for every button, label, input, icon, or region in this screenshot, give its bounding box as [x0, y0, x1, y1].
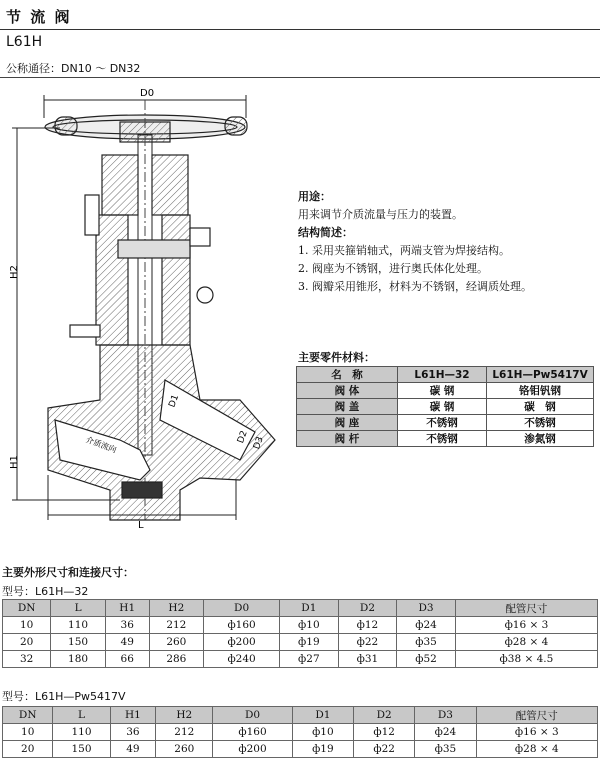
- table-cell: ф19: [292, 741, 353, 758]
- d1-label: D1: [167, 393, 182, 409]
- table-cell: ф16 × 3: [476, 724, 597, 741]
- column-header: H1: [110, 707, 156, 724]
- column-header: D2: [354, 707, 415, 724]
- table-cell: ф35: [397, 634, 456, 651]
- table-cell: 180: [51, 651, 106, 668]
- usage-heading: 用途：: [298, 190, 331, 203]
- column-header: D2: [338, 600, 397, 617]
- table-cell: ф10: [280, 617, 339, 634]
- table-cell: ф24: [415, 724, 476, 741]
- table-cell: ф31: [338, 651, 397, 668]
- column-header: D3: [415, 707, 476, 724]
- column-header: DN: [3, 707, 53, 724]
- dimensions-title: 主要外形尺寸和连接尺寸：: [2, 566, 134, 579]
- table-header-row: [3, 707, 598, 724]
- table-cell: 不锈钢: [397, 415, 486, 431]
- table-cell: 110: [53, 724, 110, 741]
- h2-label: H2: [9, 265, 20, 279]
- table-cell: 20: [3, 634, 51, 651]
- table-cell: ф200: [213, 741, 292, 758]
- column-header: H2: [149, 600, 204, 617]
- table-cell: ф22: [354, 741, 415, 758]
- model-code: L61H: [6, 34, 43, 50]
- table-cell: 32: [3, 651, 51, 668]
- table-cell: 260: [156, 741, 213, 758]
- table-row: [297, 431, 594, 447]
- table-cell: 碳 钢: [397, 399, 486, 415]
- table-cell: 260: [149, 634, 204, 651]
- table-cell: 286: [149, 651, 204, 668]
- dimensions-table-2: [2, 706, 598, 758]
- table-header-row: [3, 600, 598, 617]
- table-cell: 49: [105, 634, 149, 651]
- table-cell: 110: [51, 617, 106, 634]
- table-cell: ф12: [354, 724, 415, 741]
- column-header: L: [51, 600, 106, 617]
- nominal-divider: [0, 77, 600, 78]
- table2-label: 型号：L61H—Pw5417V: [2, 690, 126, 703]
- table-cell: ф28 × 4: [476, 741, 597, 758]
- usage-section: [298, 188, 532, 296]
- table-row: [297, 415, 594, 431]
- table-cell: ф10: [292, 724, 353, 741]
- table-cell: 10: [3, 617, 51, 634]
- table-cell: ф22: [338, 634, 397, 651]
- table-header-row: [297, 367, 594, 383]
- structure-point: 3. 阀瓣采用锥形，材料为不锈钢，经调质处理。: [298, 280, 532, 293]
- table-row: [3, 741, 598, 758]
- table-cell: ф19: [280, 634, 339, 651]
- table-cell: 36: [110, 724, 156, 741]
- table-cell: 碳 钢: [487, 399, 594, 415]
- table-cell: 渗氮钢: [487, 431, 594, 447]
- column-header: D0: [204, 600, 280, 617]
- table-cell: ф28 × 4: [455, 634, 597, 651]
- parts-table: [296, 366, 594, 447]
- table-cell: 36: [105, 617, 149, 634]
- table-cell: ф200: [204, 634, 280, 651]
- table-cell: 66: [105, 651, 149, 668]
- column-header: L: [53, 707, 110, 724]
- table-cell: 49: [110, 741, 156, 758]
- table-cell: 10: [3, 724, 53, 741]
- l-label: L: [138, 520, 144, 531]
- column-header: L61H—32: [397, 367, 486, 383]
- table-cell: 150: [51, 634, 106, 651]
- table-cell: 212: [149, 617, 204, 634]
- table-cell: 阀 体: [297, 383, 398, 399]
- table1-label: 型号：L61H—32: [2, 585, 89, 598]
- table-cell: 阀 座: [297, 415, 398, 431]
- d3-label: D3: [252, 435, 266, 451]
- column-header: H2: [156, 707, 213, 724]
- table-cell: 铬钼钒钢: [487, 383, 594, 399]
- d0-label: D0: [140, 88, 155, 99]
- table-row: [297, 399, 594, 415]
- column-header: D0: [213, 707, 292, 724]
- table-cell: ф16 × 3: [455, 617, 597, 634]
- title-divider: [0, 29, 600, 30]
- table-cell: 不锈钢: [397, 431, 486, 447]
- table-cell: 212: [156, 724, 213, 741]
- column-header: D1: [292, 707, 353, 724]
- structure-heading: 结构简述：: [298, 226, 353, 239]
- column-header: 配管尺寸: [476, 707, 597, 724]
- table-row: [3, 651, 598, 668]
- table-cell: ф240: [204, 651, 280, 668]
- column-header: D3: [397, 600, 456, 617]
- parts-title: 主要零件材料：: [298, 351, 375, 364]
- structure-point: 1. 采用夹箍销轴式，两端支管为焊接结构。: [298, 244, 510, 257]
- table-cell: ф160: [204, 617, 280, 634]
- table-cell: ф12: [338, 617, 397, 634]
- d2-label: D2: [236, 429, 250, 445]
- table-cell: 150: [53, 741, 110, 758]
- table-cell: ф24: [397, 617, 456, 634]
- table-row: [297, 383, 594, 399]
- table-cell: 阀 杆: [297, 431, 398, 447]
- table-cell: 20: [3, 741, 53, 758]
- column-header: DN: [3, 600, 51, 617]
- column-header: L61H—Pw5417V: [487, 367, 594, 383]
- table-row: [3, 617, 598, 634]
- handwheel: [45, 115, 247, 142]
- column-header: D1: [280, 600, 339, 617]
- table-cell: 不锈钢: [487, 415, 594, 431]
- table-cell: ф38 × 4.5: [455, 651, 597, 668]
- column-header: 配管尺寸: [455, 600, 597, 617]
- column-header: H1: [105, 600, 149, 617]
- table-cell: 阀 盖: [297, 399, 398, 415]
- dimensions-table-1: [2, 599, 598, 668]
- nominal-size: 公称通径：DN10 ～ DN32: [6, 62, 141, 75]
- table-cell: ф35: [415, 741, 476, 758]
- table-cell: ф160: [213, 724, 292, 741]
- table-cell: ф27: [280, 651, 339, 668]
- usage-text: 用来调节介质流量与压力的装置。: [298, 208, 463, 221]
- column-header: 名 称: [297, 367, 398, 383]
- page-title: 节 流 阀: [6, 8, 72, 26]
- table-cell: ф52: [397, 651, 456, 668]
- h1-label: H1: [9, 455, 20, 469]
- table-row: [3, 724, 598, 741]
- table-row: [3, 634, 598, 651]
- structure-point: 2. 阀座为不锈钢，进行奥氏体化处理。: [298, 262, 488, 275]
- valve-drawing: [0, 80, 290, 550]
- table-cell: 碳 钢: [397, 383, 486, 399]
- flow-label: 介质流向: [84, 435, 118, 455]
